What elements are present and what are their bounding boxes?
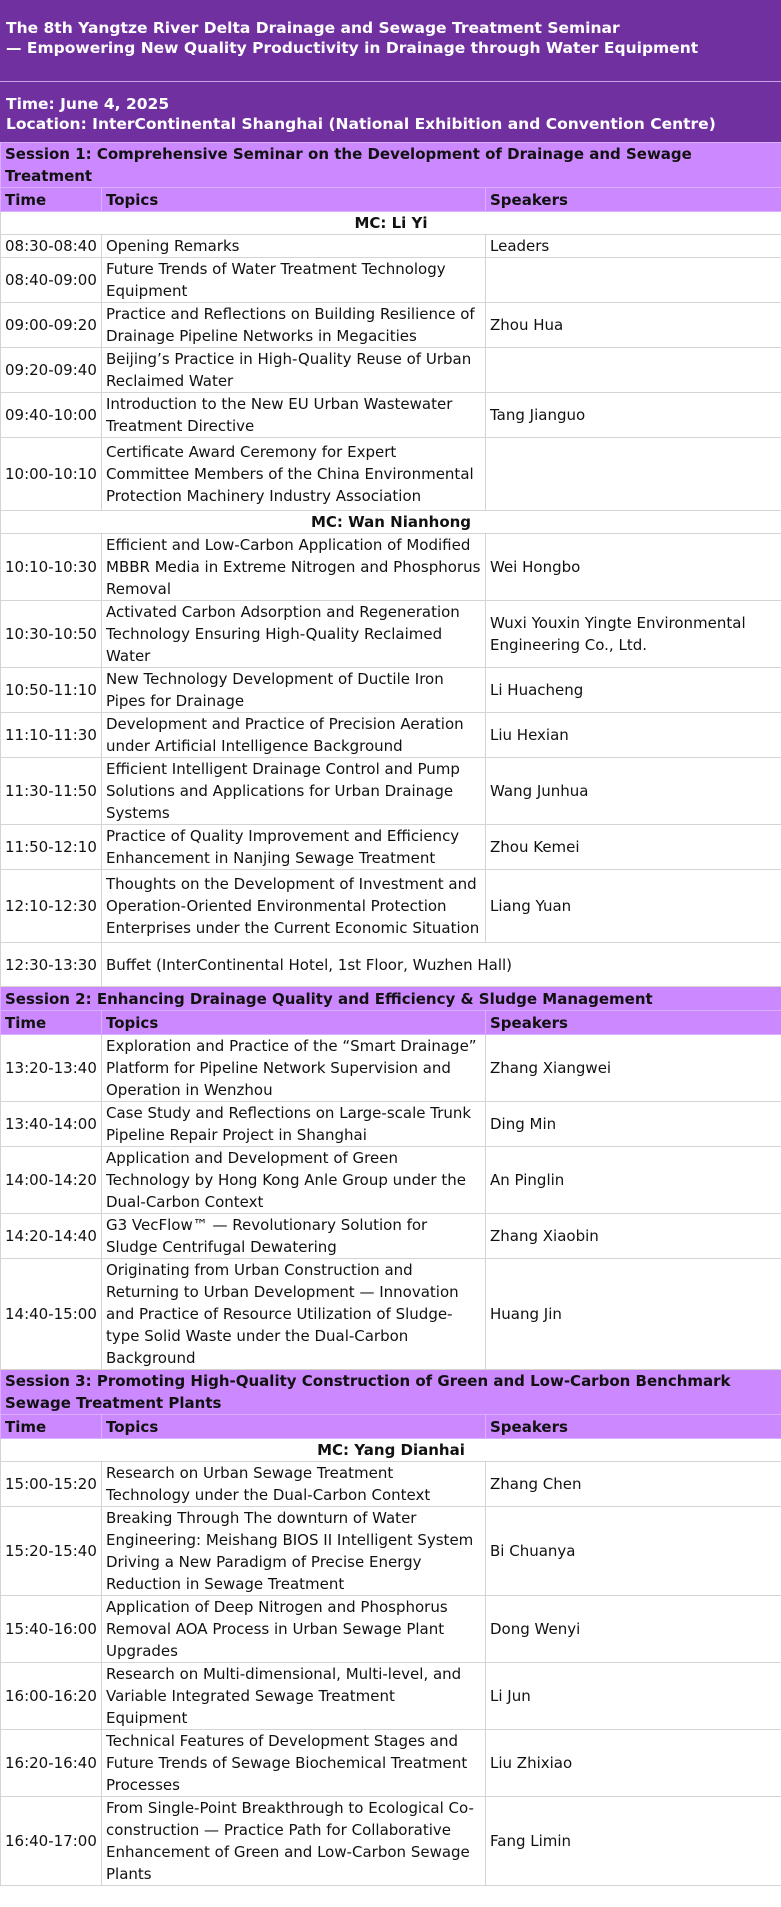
column-header-row [1, 1415, 781, 1439]
agenda-row [1, 1663, 781, 1730]
agenda-speaker: Liu Zhixiao [486, 1730, 781, 1797]
agenda-speaker: Wang Junhua [486, 758, 781, 825]
agenda-time: 15:20-15:40 [1, 1507, 102, 1596]
mc-label: MC: Li Yi [1, 212, 781, 235]
agenda-topic: Case Study and Reflections on Large-scale Trunk Pipeline Repair Project in Shanghai [102, 1102, 486, 1147]
agenda-topic: Technical Features of Development Stages and Future Trends of Sewage Biochemical Treatment Processes [102, 1730, 486, 1797]
agenda-topic: Originating from Urban Construction and Returning to Urban Development — Innovation and Practice of Resource Utilization of Sludge-type Solid Waste under the Dual-Carbon Background [102, 1259, 486, 1370]
column-header-speakers: Speakers [486, 1011, 781, 1035]
agenda-speaker: Zhang Xiaobin [486, 1214, 781, 1259]
agenda-row [1, 1730, 781, 1797]
agenda-row [1, 348, 781, 393]
agenda-speaker: Huang Jin [486, 1259, 781, 1370]
agenda-speaker: Liang Yuan [486, 870, 781, 943]
agenda-time: 09:40-10:00 [1, 393, 102, 438]
agenda-topic: Certificate Award Ceremony for Expert Committee Members of the China Environmental Protection Machinery Industry Association [102, 438, 486, 511]
agenda-row [1, 1596, 781, 1663]
agenda-topic: Development and Practice of Precision Aeration under Artificial Intelligence Background [102, 713, 486, 758]
agenda-row [1, 601, 781, 668]
mc-row [1, 1439, 781, 1462]
agenda-row [1, 235, 781, 258]
agenda-time: 09:00-09:20 [1, 303, 102, 348]
agenda-speaker: Liu Hexian [486, 713, 781, 758]
column-header-speakers: Speakers [486, 1415, 781, 1439]
agenda-speaker [486, 348, 781, 393]
agenda-speaker: Zhou Hua [486, 303, 781, 348]
agenda-time: 08:30-08:40 [1, 235, 102, 258]
seminar-title-line-1: The 8th Yangtze River Delta Drainage and Sewage Treatment Seminar [6, 19, 620, 37]
session-title-row [1, 143, 781, 188]
agenda-time: 16:20-16:40 [1, 1730, 102, 1797]
session-title: Session 2: Enhancing Drainage Quality and Efficiency & Sludge Management [1, 987, 781, 1011]
agenda-speaker: Fang Limin [486, 1797, 781, 1886]
break-row [1, 943, 781, 987]
agenda-speaker [486, 438, 781, 511]
agenda-speaker: Zhang Xiangwei [486, 1035, 781, 1102]
agenda-topic: From Single-Point Breakthrough to Ecological Co-construction — Practice Path for Collaborative Enhancement of Green and Low-Carbon Sewage Plants [102, 1797, 486, 1886]
agenda-speaker: Ding Min [486, 1102, 781, 1147]
session-title-row [1, 987, 781, 1011]
agenda-row [1, 393, 781, 438]
agenda-topic: Efficient and Low-Carbon Application of Modified MBBR Media in Extreme Nitrogen and Phosphorus Removal [102, 534, 486, 601]
agenda-row [1, 1214, 781, 1259]
agenda-row [1, 758, 781, 825]
seminar-title-line-2: — Empowering New Quality Productivity in Drainage through Water Equipment [6, 39, 699, 57]
agenda-topic: G3 VecFlow™ — Revolutionary Solution for Sludge Centrifugal Dewatering [102, 1214, 486, 1259]
agenda-speaker: Bi Chuanya [486, 1507, 781, 1596]
agenda-speaker: Wuxi Youxin Yingte Environmental Engineering Co., Ltd. [486, 601, 781, 668]
seminar-title [0, 0, 781, 82]
mc-label: MC: Wan Nianhong [1, 511, 781, 534]
agenda-topic: Practice and Reflections on Building Resilience of Drainage Pipeline Networks in Megacities [102, 303, 486, 348]
agenda-time: 09:20-09:40 [1, 348, 102, 393]
agenda-table-body [1, 143, 781, 1886]
agenda-speaker: Li Huacheng [486, 668, 781, 713]
agenda-speaker: Zhang Chen [486, 1462, 781, 1507]
agenda-topic: Future Trends of Water Treatment Technology Equipment [102, 258, 486, 303]
agenda-topic: Practice of Quality Improvement and Efficiency Enhancement in Nanjing Sewage Treatment [102, 825, 486, 870]
agenda-speaker: Tang Jianguo [486, 393, 781, 438]
agenda-time: 10:30-10:50 [1, 601, 102, 668]
agenda-time: 11:30-11:50 [1, 758, 102, 825]
agenda-time: 13:20-13:40 [1, 1035, 102, 1102]
agenda-topic: Application and Development of Green Technology by Hong Kong Anle Group under the Dual-Carbon Context [102, 1147, 486, 1214]
agenda-time: 11:50-12:10 [1, 825, 102, 870]
agenda-time: 15:00-15:20 [1, 1462, 102, 1507]
agenda-time: 12:30-13:30 [1, 943, 102, 987]
agenda-row [1, 870, 781, 943]
agenda-topic: Beijing’s Practice in High-Quality Reuse of Urban Reclaimed Water [102, 348, 486, 393]
agenda-topic: Breaking Through The downturn of Water Engineering: Meishang BIOS II Intelligent System Driving a New Paradigm of Precise Energy Reduction in Sewage Treatment [102, 1507, 486, 1596]
break-label: Buffet (InterContinental Hotel, 1st Floor, Wuzhen Hall) [102, 943, 781, 987]
agenda-topic: Opening Remarks [102, 235, 486, 258]
column-header-row [1, 1011, 781, 1035]
agenda-row [1, 1147, 781, 1214]
agenda-row [1, 825, 781, 870]
agenda-time: 16:00-16:20 [1, 1663, 102, 1730]
seminar-time: Time: June 4, 2025 [6, 95, 170, 113]
agenda-time: 14:20-14:40 [1, 1214, 102, 1259]
agenda-row [1, 1462, 781, 1507]
session-title-row [1, 1370, 781, 1415]
agenda-topic: New Technology Development of Ductile Iron Pipes for Drainage [102, 668, 486, 713]
agenda-time: 10:10-10:30 [1, 534, 102, 601]
agenda-topic: Research on Urban Sewage Treatment Technology under the Dual-Carbon Context [102, 1462, 486, 1507]
agenda-time: 12:10-12:30 [1, 870, 102, 943]
agenda-topic: Efficient Intelligent Drainage Control and Pump Solutions and Applications for Urban Drainage Systems [102, 758, 486, 825]
agenda-speaker: Dong Wenyi [486, 1596, 781, 1663]
column-header-time: Time [1, 1415, 102, 1439]
agenda-row [1, 1797, 781, 1886]
column-header-time: Time [1, 1011, 102, 1035]
agenda-time: 08:40-09:00 [1, 258, 102, 303]
mc-label: MC: Yang Dianhai [1, 1439, 781, 1462]
seminar-info [0, 82, 781, 142]
column-header-time: Time [1, 188, 102, 212]
agenda-speaker: An Pinglin [486, 1147, 781, 1214]
agenda-time: 14:00-14:20 [1, 1147, 102, 1214]
agenda-time: 14:40-15:00 [1, 1259, 102, 1370]
column-header-row [1, 188, 781, 212]
agenda-time: 10:50-11:10 [1, 668, 102, 713]
agenda-topic: Activated Carbon Adsorption and Regeneration Technology Ensuring High-Quality Reclaimed Water [102, 601, 486, 668]
agenda-topic: Research on Multi-dimensional, Multi-level, and Variable Integrated Sewage Treatment Equipment [102, 1663, 486, 1730]
column-header-speakers: Speakers [486, 188, 781, 212]
session-title: Session 3: Promoting High-Quality Construction of Green and Low-Carbon Benchmark Sewage Treatment Plants [1, 1370, 781, 1415]
agenda-speaker: Zhou Kemei [486, 825, 781, 870]
agenda-time: 13:40-14:00 [1, 1102, 102, 1147]
column-header-topics: Topics [102, 1415, 486, 1439]
agenda-row [1, 303, 781, 348]
agenda-row [1, 1259, 781, 1370]
column-header-topics: Topics [102, 1011, 486, 1035]
agenda-speaker: Li Jun [486, 1663, 781, 1730]
agenda-topic: Application of Deep Nitrogen and Phosphorus Removal AOA Process in Urban Sewage Plant Upgrades [102, 1596, 486, 1663]
mc-row [1, 212, 781, 235]
agenda-row [1, 258, 781, 303]
agenda-speaker: Leaders [486, 235, 781, 258]
agenda-row [1, 438, 781, 511]
column-header-topics: Topics [102, 188, 486, 212]
agenda-time: 16:40-17:00 [1, 1797, 102, 1886]
agenda-topic: Introduction to the New EU Urban Wastewater Treatment Directive [102, 393, 486, 438]
agenda-speaker [486, 258, 781, 303]
agenda-time: 11:10-11:30 [1, 713, 102, 758]
agenda-time: 10:00-10:10 [1, 438, 102, 511]
session-title: Session 1: Comprehensive Seminar on the Development of Drainage and Sewage Treatment [1, 143, 781, 188]
agenda-time: 15:40-16:00 [1, 1596, 102, 1663]
mc-row [1, 511, 781, 534]
agenda-topic: Exploration and Practice of the “Smart Drainage” Platform for Pipeline Network Supervision and Operation in Wenzhou [102, 1035, 486, 1102]
agenda-row [1, 668, 781, 713]
agenda-speaker: Wei Hongbo [486, 534, 781, 601]
agenda-table [0, 142, 781, 1886]
agenda-row [1, 1035, 781, 1102]
agenda-row [1, 1507, 781, 1596]
agenda-row [1, 713, 781, 758]
agenda-row [1, 1102, 781, 1147]
agenda-header [0, 0, 781, 142]
seminar-location: Location: InterContinental Shanghai (National Exhibition and Convention Centre) [6, 115, 716, 133]
agenda-row [1, 534, 781, 601]
agenda-topic: Thoughts on the Development of Investment and Operation-Oriented Environmental Protection Enterprises under the Current Economic Situation [102, 870, 486, 943]
